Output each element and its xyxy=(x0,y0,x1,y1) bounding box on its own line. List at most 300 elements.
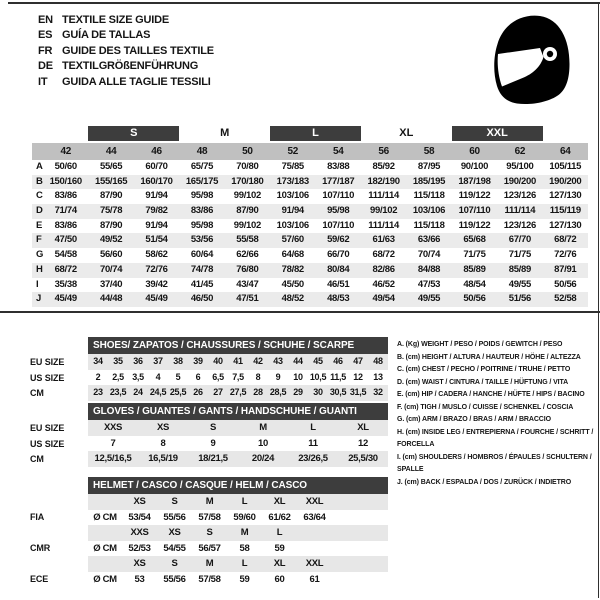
size-column-header: XL xyxy=(273,558,286,569)
measurement-legend xyxy=(397,339,597,490)
row-label: US SIZE xyxy=(30,438,65,449)
size-cell: 45/49 xyxy=(145,293,168,305)
size-cell: 12 xyxy=(358,437,368,449)
size-cell: 72/76 xyxy=(554,249,577,261)
size-cell: 28 xyxy=(253,387,263,398)
row-label: EU SIZE xyxy=(30,422,65,433)
row-label: US SIZE xyxy=(30,372,65,383)
size-cell: 127/130 xyxy=(549,219,582,231)
row-label: E xyxy=(36,219,43,231)
size-cell: 45/49 xyxy=(54,293,77,305)
size-cell: 57/60 xyxy=(281,234,304,246)
page-title: TEXTILGRÖßENFÜHRUNG xyxy=(62,60,199,73)
language-code: DE xyxy=(38,60,53,73)
size-column-header: 46 xyxy=(151,146,162,157)
size-cell: 48/52 xyxy=(281,293,304,305)
size-cell: 7 xyxy=(110,437,116,449)
size-cell: 68/72 xyxy=(372,249,395,261)
size-cell: 150/160 xyxy=(49,175,82,187)
size-cell: XS xyxy=(156,422,170,433)
size-cell: 13 xyxy=(373,371,383,382)
size-cell: 87/90 xyxy=(99,219,123,231)
row-label: CM xyxy=(30,454,44,465)
helmet-value-row xyxy=(30,541,388,557)
size-cell: 46/51 xyxy=(327,278,350,290)
size-cell: 43/47 xyxy=(236,278,259,290)
size-cell: 24 xyxy=(133,387,143,398)
size-cell: 45/50 xyxy=(281,278,304,290)
size-group-label: S xyxy=(88,126,179,141)
size-cell: 41 xyxy=(233,356,243,366)
measurement-row xyxy=(32,248,588,263)
size-cell: 20/24 xyxy=(251,453,275,465)
size-cell: 83/86 xyxy=(54,190,77,202)
size-cell: 51/54 xyxy=(145,234,168,246)
size-cell: 55/58 xyxy=(236,234,259,246)
size-cell: 12,5/16,5 xyxy=(94,453,132,465)
row-label: G xyxy=(36,249,44,261)
section-divider-line xyxy=(0,311,600,313)
size-cell: 79/82 xyxy=(145,205,168,217)
measurement-row xyxy=(32,233,588,248)
cell-row xyxy=(88,525,388,541)
size-cell: 70/74 xyxy=(99,263,123,275)
size-cell: 41/45 xyxy=(190,278,214,290)
row-label: ECE xyxy=(30,574,49,585)
size-cell: 103/106 xyxy=(412,205,446,217)
size-cell: 11 xyxy=(308,437,318,449)
size-column-header: M xyxy=(205,496,214,507)
size-cell: 103/106 xyxy=(276,190,309,202)
size-cell: 58/62 xyxy=(145,249,168,261)
size-column-header: L xyxy=(241,496,248,507)
size-cell: 190/200 xyxy=(549,175,582,187)
size-cell: 25,5/30 xyxy=(348,453,378,465)
section-data-row xyxy=(30,385,388,401)
size-cell: 72/76 xyxy=(145,263,168,275)
size-cell: 75/85 xyxy=(281,161,304,172)
language-code: IT xyxy=(38,75,48,88)
row-label: B xyxy=(36,175,43,187)
size-cell: 47/51 xyxy=(236,293,259,305)
size-cell: 39 xyxy=(193,356,203,366)
cell-row xyxy=(88,494,388,510)
size-cell: 65/75 xyxy=(190,161,214,172)
size-column-header: XS xyxy=(133,496,146,507)
size-cell: 63/64 xyxy=(303,511,326,523)
page-title: GUIDE DES TAILLES TEXTILE xyxy=(62,44,214,57)
unit-label: Ø CM xyxy=(93,542,117,554)
size-column-header-row xyxy=(32,143,588,160)
row-label: D xyxy=(36,205,43,217)
size-group-spacer xyxy=(32,125,88,143)
helmet-size-row xyxy=(30,556,388,572)
size-column-header: XS xyxy=(133,558,146,569)
size-cell: 50/56 xyxy=(554,278,577,290)
size-column-header: S xyxy=(206,527,213,538)
section-data-row xyxy=(30,420,388,436)
size-cell: 105/115 xyxy=(549,161,582,172)
size-cell: 53 xyxy=(134,573,145,585)
section-label-spacer xyxy=(30,337,88,354)
section-label-spacer xyxy=(30,477,88,494)
cell-row xyxy=(88,510,388,526)
language-row xyxy=(38,75,214,90)
language-row xyxy=(38,44,214,59)
shoes-size-table xyxy=(30,337,388,401)
language-row xyxy=(38,28,214,43)
size-column-header: 56 xyxy=(378,146,389,157)
size-cell: 60/64 xyxy=(190,249,214,261)
size-cell: 90/100 xyxy=(460,161,489,172)
size-cell: 177/187 xyxy=(322,175,355,187)
language-row xyxy=(38,59,214,74)
size-cell: 70/74 xyxy=(417,249,441,261)
size-cell: 85/92 xyxy=(372,161,395,172)
size-cell: 123/126 xyxy=(503,219,536,231)
cell-row xyxy=(88,354,388,370)
size-cell: 61/63 xyxy=(372,234,395,246)
size-cell: 48/53 xyxy=(327,293,350,305)
size-cell: 99/102 xyxy=(369,205,398,217)
size-cell: 36 xyxy=(133,356,143,366)
size-column-header: L xyxy=(276,527,283,538)
size-cell: 35/38 xyxy=(54,278,77,290)
size-cell: 99/102 xyxy=(233,219,261,231)
size-cell: 103/106 xyxy=(276,219,309,231)
size-cell: 47/53 xyxy=(417,278,441,290)
size-cell: 11,5 xyxy=(330,371,346,382)
size-cell: 75/78 xyxy=(99,205,123,217)
row-label: CM xyxy=(30,388,44,399)
size-cell: 182/190 xyxy=(367,175,400,187)
size-cell: 46/52 xyxy=(372,278,395,290)
language-title-list xyxy=(38,13,214,90)
size-cell: 37/40 xyxy=(99,278,123,290)
size-cell: 26 xyxy=(193,387,203,398)
size-cell: 42 xyxy=(253,356,263,366)
size-cell: 80/84 xyxy=(327,263,350,275)
size-cell: 107/110 xyxy=(458,205,491,217)
size-cell: 46/50 xyxy=(190,293,214,305)
row-label: H xyxy=(36,263,43,275)
size-cell: 87/90 xyxy=(99,190,123,202)
size-column-header: L xyxy=(241,558,248,569)
size-cell: 56/57 xyxy=(198,542,221,554)
size-cell: 37 xyxy=(153,356,163,366)
size-column-header: S xyxy=(171,558,178,569)
size-cell: 9 xyxy=(210,437,216,449)
size-group-label: XL xyxy=(399,127,414,139)
size-cell: 53/54 xyxy=(128,511,151,523)
size-cell: 60/70 xyxy=(145,161,168,172)
size-cell: 68/72 xyxy=(54,263,77,275)
size-cell: 190/200 xyxy=(503,175,536,187)
size-cell: 59/62 xyxy=(327,234,350,246)
size-cell: 85/89 xyxy=(463,263,486,275)
size-cell: 59 xyxy=(239,573,250,585)
size-cell: 71/75 xyxy=(463,249,486,261)
size-cell: 58 xyxy=(239,542,250,554)
size-cell: 71/74 xyxy=(54,205,77,217)
size-column-header: M xyxy=(205,558,214,569)
cell-row xyxy=(88,572,388,588)
section-data-row xyxy=(30,354,388,370)
size-cell: 55/65 xyxy=(99,161,123,172)
size-column-header: XXL xyxy=(305,496,324,507)
size-cell: 91/94 xyxy=(145,219,168,231)
size-cell: 83/86 xyxy=(190,205,214,217)
row-label: I xyxy=(36,278,39,290)
size-group-label: XXL xyxy=(452,126,543,141)
size-cell: 95/98 xyxy=(190,219,214,231)
size-cell: 52/58 xyxy=(554,293,577,305)
size-cell: 48/54 xyxy=(463,278,486,290)
language-code: EN xyxy=(38,14,53,26)
size-cell: 170/180 xyxy=(231,175,264,187)
language-row xyxy=(38,13,214,28)
size-cell: 87/91 xyxy=(554,263,577,275)
size-cell: 49/52 xyxy=(99,234,123,246)
size-cell: 18/21,5 xyxy=(198,453,228,465)
unit-spacer xyxy=(88,494,122,510)
size-cell: 55/56 xyxy=(163,511,186,523)
size-cell: 185/195 xyxy=(412,175,446,187)
size-cell: 99/102 xyxy=(233,190,261,202)
size-cell: 115/118 xyxy=(413,190,445,202)
size-cell: 7,5 xyxy=(232,371,244,382)
size-cell: 84/88 xyxy=(417,263,441,275)
size-cell: 10 xyxy=(258,437,268,449)
size-column-header: 60 xyxy=(469,146,480,157)
size-cell: 78/82 xyxy=(281,263,304,275)
size-cell: 23,5 xyxy=(109,387,127,398)
size-cell: 107/110 xyxy=(322,190,355,202)
unit-spacer xyxy=(88,525,122,541)
legend-item: E. (cm) HIP / CADERA / HANCHE / HÜFTE / HIPS / BACINO xyxy=(397,391,585,399)
size-cell: 47/50 xyxy=(54,234,77,246)
cell-row xyxy=(88,556,388,572)
helmet-value-row xyxy=(30,572,388,588)
legend-item: H. (cm) INSIDE LEG / ENTREPIERNA / FOURCHE / SCHRITT / FORCELLA xyxy=(397,428,594,449)
size-column-header: XL xyxy=(273,496,286,507)
measurement-row xyxy=(32,292,588,307)
size-column-header: 44 xyxy=(105,146,117,157)
helmet-value-row xyxy=(30,510,388,526)
legend-item: F. (cm) TIGH / MUSLO / CUISSE / SCHENKEL / COSCIA xyxy=(397,403,574,411)
size-cell: 32 xyxy=(373,387,383,398)
gloves-section-title: GLOVES / GUANTES / GANTS / HANDSCHUHE / GUANTI xyxy=(88,403,388,420)
size-cell: 74/78 xyxy=(190,263,214,275)
size-cell: 23/26,5 xyxy=(298,453,328,465)
measurement-row xyxy=(32,160,588,175)
size-cell: 59 xyxy=(274,542,285,554)
size-cell: 61/62 xyxy=(268,511,291,523)
size-cell: 127/130 xyxy=(549,190,582,202)
size-cell: 47 xyxy=(353,356,363,366)
size-cell: 8 xyxy=(255,371,261,382)
section-data-row xyxy=(30,451,388,467)
size-cell: 50/60 xyxy=(54,161,77,172)
size-cell: 50/56 xyxy=(463,293,486,305)
size-cell: 53/56 xyxy=(190,234,214,246)
section-label-spacer xyxy=(30,403,88,420)
measurement-row xyxy=(32,204,588,219)
size-cell: 24,5 xyxy=(149,387,167,398)
size-cell: 83/86 xyxy=(54,219,77,231)
section-data-row xyxy=(30,370,388,386)
size-cell: 119/122 xyxy=(458,190,491,202)
size-cell: 111/114 xyxy=(368,190,399,202)
measurement-row xyxy=(32,189,588,204)
size-cell: 60 xyxy=(274,573,285,585)
size-cell: 64/68 xyxy=(281,249,304,261)
size-cell: 4 xyxy=(155,371,161,382)
row-label: CMR xyxy=(30,543,51,554)
size-cell: 27 xyxy=(213,387,223,398)
size-cell: 165/175 xyxy=(185,175,219,187)
size-cell: 35 xyxy=(113,356,123,366)
cell-row xyxy=(88,541,388,557)
row-label: A xyxy=(36,161,43,172)
size-cell: 3,5 xyxy=(132,371,144,382)
unit-label: Ø CM xyxy=(93,573,117,585)
size-cell: 39/42 xyxy=(145,278,168,290)
size-cell: 68/72 xyxy=(554,234,577,246)
size-cell: 43 xyxy=(273,356,283,366)
size-column-header: 42 xyxy=(60,146,71,157)
legend-item: A. (Kg) WEIGHT / PESO / POIDS / GEWITCH / PESO xyxy=(397,341,563,348)
size-cell: 115/118 xyxy=(413,219,445,231)
language-code: FR xyxy=(38,44,53,57)
legend-item: J. (cm) BACK / ESPALDA / DOS / ZURÜCK / INDIETRO xyxy=(397,479,572,487)
size-cell: S xyxy=(209,422,217,433)
row-label: EU SIZE xyxy=(30,356,65,367)
size-cell: XXS xyxy=(103,422,123,433)
size-cell: 67/70 xyxy=(508,234,531,246)
size-cell: 49/55 xyxy=(508,278,531,290)
right-border-line xyxy=(598,2,600,598)
size-cell: 40 xyxy=(213,356,223,366)
measurement-row xyxy=(32,278,588,293)
size-cell: 91/94 xyxy=(281,205,304,217)
top-border-line xyxy=(8,2,600,4)
size-cell: 85/89 xyxy=(508,263,531,275)
size-cell: 30 xyxy=(313,387,323,398)
size-cell: 63/66 xyxy=(417,234,441,246)
size-cell: 34 xyxy=(93,356,103,366)
size-cell: 55/56 xyxy=(163,573,186,585)
size-cell: 10 xyxy=(293,371,303,382)
size-cell: 49/55 xyxy=(417,293,441,305)
size-cell: 111/114 xyxy=(368,219,399,231)
size-column-header: M xyxy=(240,527,249,538)
legend-item: I. (cm) SHOULDERS / HOMBROS / ÉPAULES / SCHULTERN / SPALLE xyxy=(397,453,592,474)
helmet-size-row xyxy=(30,494,388,510)
measurement-row xyxy=(32,263,588,278)
size-cell: 46 xyxy=(333,356,343,366)
cell-row xyxy=(88,385,388,401)
size-cell: 30,5 xyxy=(329,387,347,398)
cell-row xyxy=(88,436,388,452)
size-cell: 187/198 xyxy=(458,175,491,187)
section-label-spacer xyxy=(30,556,88,572)
size-cell: 49/54 xyxy=(372,293,395,305)
size-cell: 6 xyxy=(195,371,201,382)
size-cell: 56/60 xyxy=(99,249,123,261)
size-column-header: S xyxy=(171,496,178,507)
size-column-header: 52 xyxy=(287,146,299,157)
size-column-header: XXS xyxy=(130,527,149,538)
size-cell: 28,5 xyxy=(269,387,287,398)
size-cell: 54/58 xyxy=(54,249,77,261)
size-cell: 87/90 xyxy=(236,205,259,217)
size-column-header: 62 xyxy=(514,146,526,157)
cell-row xyxy=(88,451,388,467)
page-title: GUÍA DE TALLAS xyxy=(62,29,151,42)
size-column-header: 54 xyxy=(332,146,344,157)
size-cell: 71/75 xyxy=(508,249,531,261)
size-cell: L xyxy=(310,422,316,433)
legend-item: B. (cm) HEIGHT / ALTURA / HAUTEUR / HÖHE / ALTEZZA xyxy=(397,353,581,361)
size-group-label: M xyxy=(220,127,230,139)
size-cell: 62/66 xyxy=(236,249,259,261)
size-cell: 8 xyxy=(160,437,166,449)
size-group-row xyxy=(32,125,588,143)
size-cell: 66/70 xyxy=(327,249,350,261)
page-title: GUIDA ALLE TAGLIE TESSILI xyxy=(62,75,211,88)
row-label: F xyxy=(36,234,42,246)
size-cell: 57/58 xyxy=(198,511,221,523)
helmet-section-title: HELMET / CASCO / CASQUE / HELM / CASCO xyxy=(88,477,388,494)
size-cell: 111/114 xyxy=(504,205,536,217)
size-column-header: 48 xyxy=(196,146,208,157)
size-cell: 51/56 xyxy=(508,293,531,305)
size-cell xyxy=(297,541,332,557)
size-cell: 91/94 xyxy=(145,190,168,202)
measurement-row xyxy=(32,175,588,190)
size-column-header: 64 xyxy=(560,146,571,157)
textile-size-table xyxy=(32,125,588,307)
size-cell: 82/86 xyxy=(372,263,395,275)
size-cell: 61 xyxy=(309,573,320,585)
racing-helmet-icon xyxy=(490,12,572,108)
measurement-row xyxy=(32,219,588,234)
section-label-spacer xyxy=(30,494,88,510)
size-cell: 65/68 xyxy=(463,234,486,246)
size-cell: 44 xyxy=(293,356,303,366)
size-cell: 9 xyxy=(275,371,281,382)
size-cell: 76/80 xyxy=(236,263,259,275)
language-code: ES xyxy=(38,29,53,42)
shoes-section-title: SHOES/ ZAPATOS / CHAUSSURES / SCHUHE / SCARPE xyxy=(88,337,388,354)
size-cell: 6,5 xyxy=(212,371,224,382)
size-cell: 45 xyxy=(313,356,323,366)
size-column-header: 50 xyxy=(242,146,253,157)
size-cell: 10,5 xyxy=(309,371,327,382)
unit-spacer xyxy=(88,556,122,572)
size-cell: 160/170 xyxy=(140,175,173,187)
size-cell: 2,5 xyxy=(112,371,124,382)
size-cell: 107/110 xyxy=(322,219,355,231)
size-cell: 23 xyxy=(93,387,103,398)
legend-item: C. (cm) CHEST / PECHO / POITRINE / TRUHE / PETTO xyxy=(397,366,571,374)
size-cell: 95/98 xyxy=(327,205,350,217)
size-cell: 48 xyxy=(373,356,383,366)
size-cell: 38 xyxy=(173,356,183,366)
helmet-size-table xyxy=(30,477,388,587)
size-cell: 31,5 xyxy=(349,387,367,398)
